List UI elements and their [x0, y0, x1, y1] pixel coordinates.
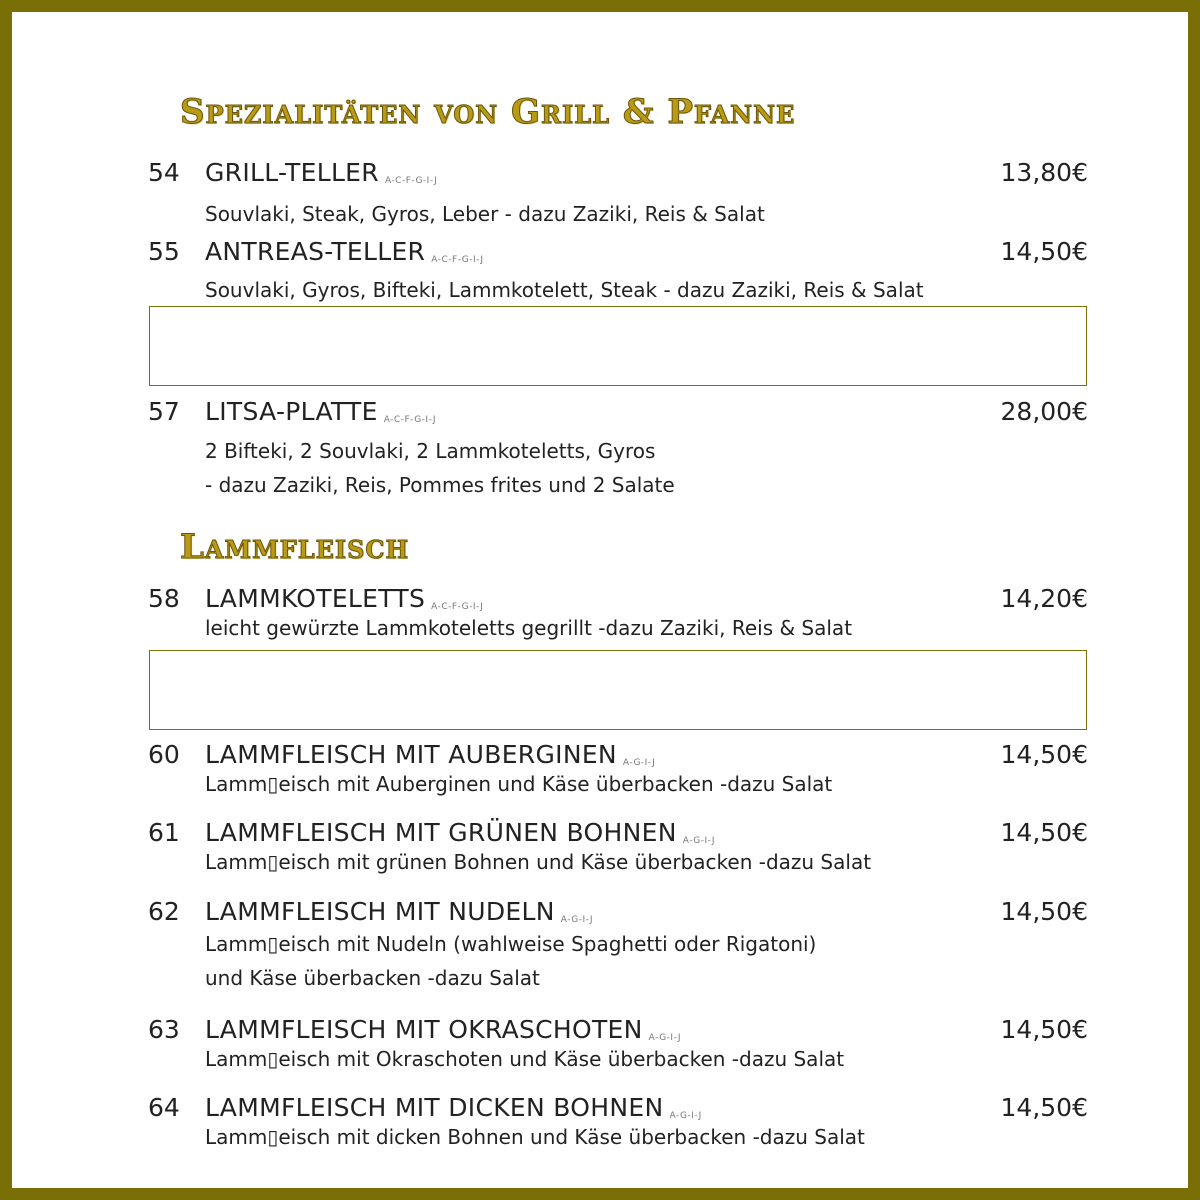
allergen-codes: A-G-I-J [648, 1033, 681, 1043]
item-price: 14,50€ [1000, 818, 1088, 847]
allergen-codes: A-C-F-G-I-J [431, 255, 484, 265]
item-price: 14,50€ [1000, 237, 1088, 266]
empty-box [149, 650, 1087, 730]
allergen-codes: A-C-F-G-I-J [384, 176, 438, 186]
item-description: Lamm▯eisch mit dicken Bohnen und Käse überbacken -dazu Salat [205, 1125, 865, 1149]
allergen-codes: A-G-I-J [560, 915, 594, 925]
allergen-codes: A-C-F-G-I-J [383, 415, 436, 425]
item-description: 2 Bifteki, 2 Souvlaki, 2 Lammkoteletts, Gyros [205, 439, 656, 463]
item-number: 58 [148, 584, 180, 613]
item-price: 14,20€ [1000, 584, 1088, 613]
item-number: 64 [148, 1093, 180, 1122]
item-price: 14,50€ [1000, 1015, 1088, 1044]
item-description: leicht gewürzte Lammkoteletts gegrillt -dazu Zaziki, Reis & Salat [205, 616, 853, 640]
item-name: LAMMFLEISCH MIT DICKEN BOHNEN A-G-I-J [205, 1093, 702, 1122]
empty-box [149, 306, 1087, 386]
item-description: Souvlaki, Steak, Gyros, Leber - dazu Zaziki, Reis & Salat [205, 202, 765, 226]
section-title-grill: Spezialitäten von Grill & Pfanne [180, 92, 796, 132]
item-number: 62 [148, 897, 180, 926]
item-number: 54 [148, 158, 180, 187]
item-name: ANTREAS-TELLER A-C-F-G-I-J [205, 237, 484, 266]
item-description: und Käse überbacken -dazu Salat [205, 966, 540, 990]
section-title-lamb: Lammfleisch [180, 527, 410, 567]
item-price: 14,50€ [1000, 1093, 1088, 1122]
item-name: LAMMFLEISCH MIT AUBERGINEN A-G-I-J [205, 740, 656, 769]
item-name: LAMMKOTELETTS A-C-F-G-I-J [205, 584, 484, 613]
item-number: 55 [148, 237, 180, 266]
item-price: 14,50€ [1000, 740, 1088, 769]
item-description: Lamm▯eisch mit Nudeln (wahlweise Spaghetti oder Rigatoni) [205, 932, 817, 956]
item-number: 61 [148, 818, 180, 847]
item-description: - dazu Zaziki, Reis, Pommes frites und 2 Salate [205, 473, 675, 497]
item-description: Souvlaki, Gyros, Bifteki, Lammkotelett, Steak - dazu Zaziki, Reis & Salat [205, 278, 924, 302]
item-name: LAMMFLEISCH MIT GRÜNEN BOHNEN A-G-I-J [205, 818, 716, 847]
allergen-codes: A-C-F-G-I-J [431, 602, 484, 612]
allergen-codes: A-G-I-J [622, 758, 656, 768]
item-number: 63 [148, 1015, 180, 1044]
item-name: GRILL-TELLER A-C-F-G-I-J [205, 158, 438, 187]
item-description: Lamm▯eisch mit Okraschoten und Käse überbacken -dazu Salat [205, 1047, 845, 1071]
menu-page [12, 12, 1188, 1188]
item-price: 13,80€ [1000, 158, 1088, 187]
allergen-codes: A-G-I-J [669, 1111, 702, 1121]
item-name: LAMMFLEISCH MIT OKRASCHOTEN A-G-I-J [205, 1015, 681, 1044]
allergen-codes: A-G-I-J [682, 836, 716, 846]
item-number: 57 [148, 397, 180, 426]
item-price: 14,50€ [1000, 897, 1088, 926]
item-name: LITSA-PLATTE A-C-F-G-I-J [205, 397, 436, 426]
item-name: LAMMFLEISCH MIT NUDELN A-G-I-J [205, 897, 594, 926]
item-number: 60 [148, 740, 180, 769]
item-description: Lamm▯eisch mit Auberginen und Käse überbacken -dazu Salat [205, 772, 833, 796]
item-price: 28,00€ [1000, 397, 1088, 426]
item-description: Lamm▯eisch mit grünen Bohnen und Käse überbacken -dazu Salat [205, 850, 872, 874]
